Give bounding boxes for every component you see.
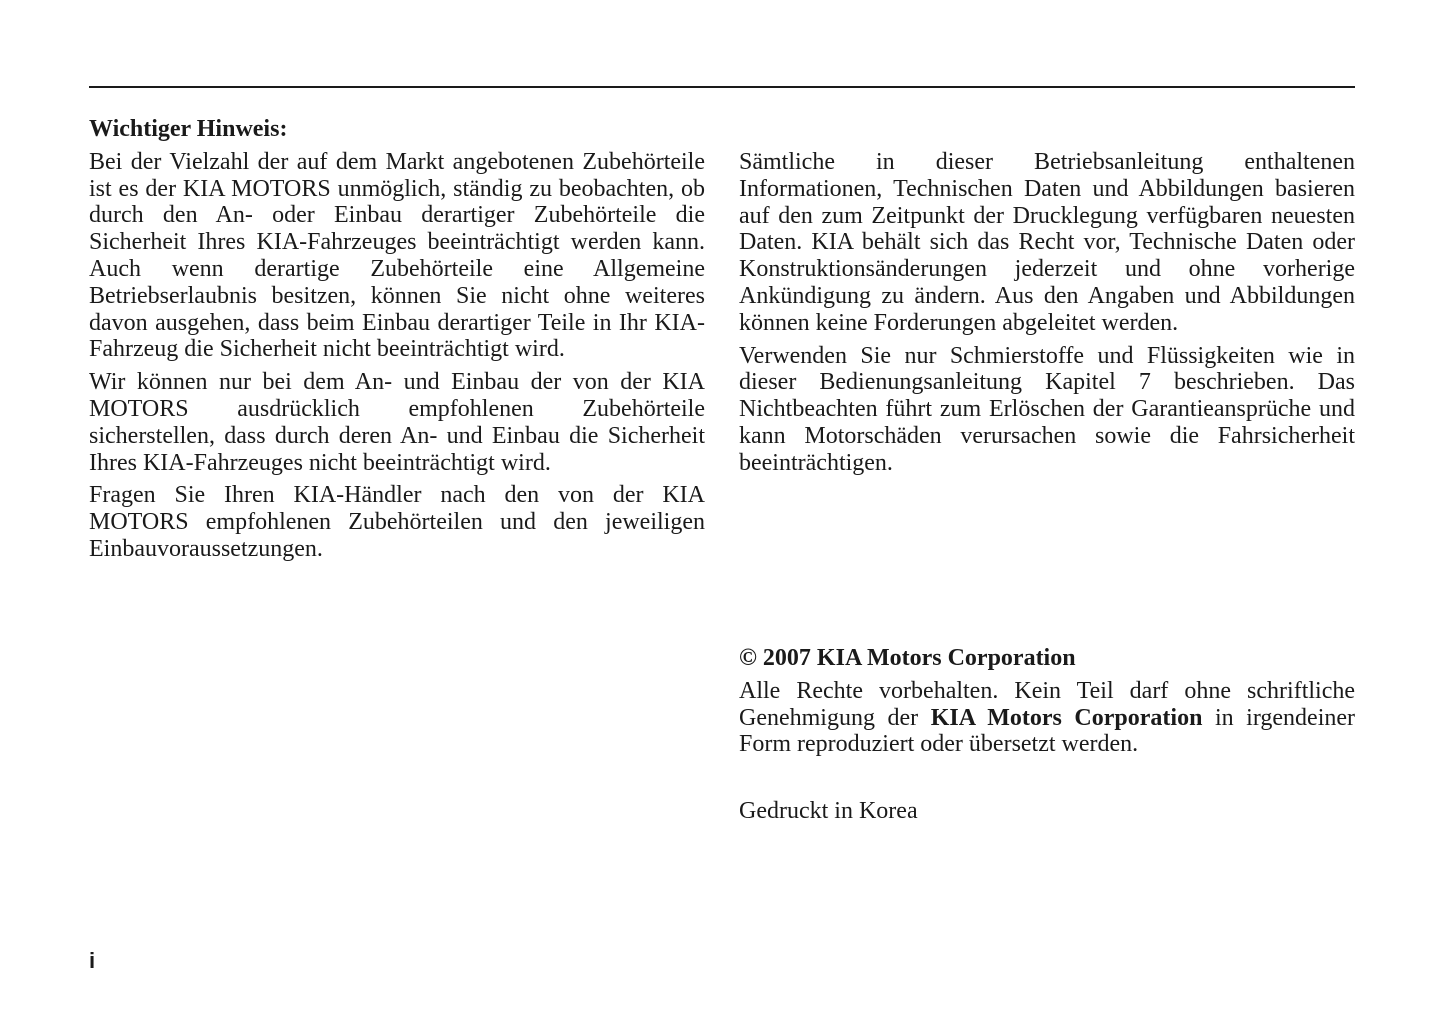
recommended-parts-paragraph: Wir können nur bei dem An- und Einbau der von der KIA MOTORS ausdrücklich empfohlenen Zubehörteile sicherstellen, dass durch deren An- und Einbau die Sicherheit Ihres KIA-Fahrzeuges nicht beeinträchtigt wird.: [89, 369, 705, 476]
information-paragraph: Sämtliche in dieser Betriebsanleitung enthaltenen Informationen, Technischen Daten und Abbildungen basieren auf den zum Zeitpunkt der Drucklegung verfügbaren neuesten Daten. KIA behält sich das Recht vor, Technische Daten oder Konstruktionsänderungen jederzeit und ohne vorherige Ankündigung zu ändern. Aus den Angaben und Abbildungen können keine Forderungen abgeleitet werden.: [739, 149, 1355, 336]
notice-heading: Wichtiger Hinweis:: [89, 116, 288, 142]
copyright-title: © 2007 KIA Motors Corporation: [739, 645, 1076, 671]
right-column: [739, 149, 1355, 483]
accessories-paragraph: Bei der Vielzahl der auf dem Markt angebotenen Zubehörteile ist es der KIA MOTORS unmöglich, ständig zu beobachten, ob durch den An- oder Einbau derartiger Zubehörteile die Sicherheit Ihres KIA-Fahrzeuges beeinträchtigt werden kann. Auch wenn derartige Zubehörteile eine Allgemeine Betriebserlaubnis besitzen, können Sie nicht ohne weiteres davon ausgehen, dass beim Einbau derartiger Teile in Ihr KIA-Fahrzeug die Sicherheit nicht beeinträchtigt wird.: [89, 148, 705, 363]
lubricants-paragraph: Verwenden Sie nur Schmierstoffe und Flüssigkeiten wie in dieser Bedienungsanleitung Kapitel 7 beschrieben. Das Nichtbeachten führt zum Erlöschen der Garantieansprüche und kann Motorschäden verursachen sowie die Fahrsicherheit beeinträchtigen.: [739, 342, 1355, 476]
top-rule: [89, 86, 1355, 88]
company-name: KIA Motors Corporation: [930, 704, 1203, 731]
copyright-text-after: in irgendeiner Form reproduziert oder übersetzt werden.: [739, 704, 1356, 758]
page-number: i: [89, 948, 96, 973]
printed-in: Gedruckt in Korea: [739, 798, 918, 824]
copyright-text-before: Alle Rechte vorbehalten. Kein Teil darf ohne schriftliche Genehmigung der: [739, 677, 1355, 731]
copyright-block: [739, 645, 1355, 758]
left-column: [89, 116, 705, 569]
ask-dealer-paragraph: Fragen Sie Ihren KIA-Händler nach den von der KIA MOTORS empfohlenen Zubehörteilen und den jeweiligen Einbauvoraussetzungen.: [89, 482, 705, 562]
copyright-text: [739, 678, 1355, 758]
